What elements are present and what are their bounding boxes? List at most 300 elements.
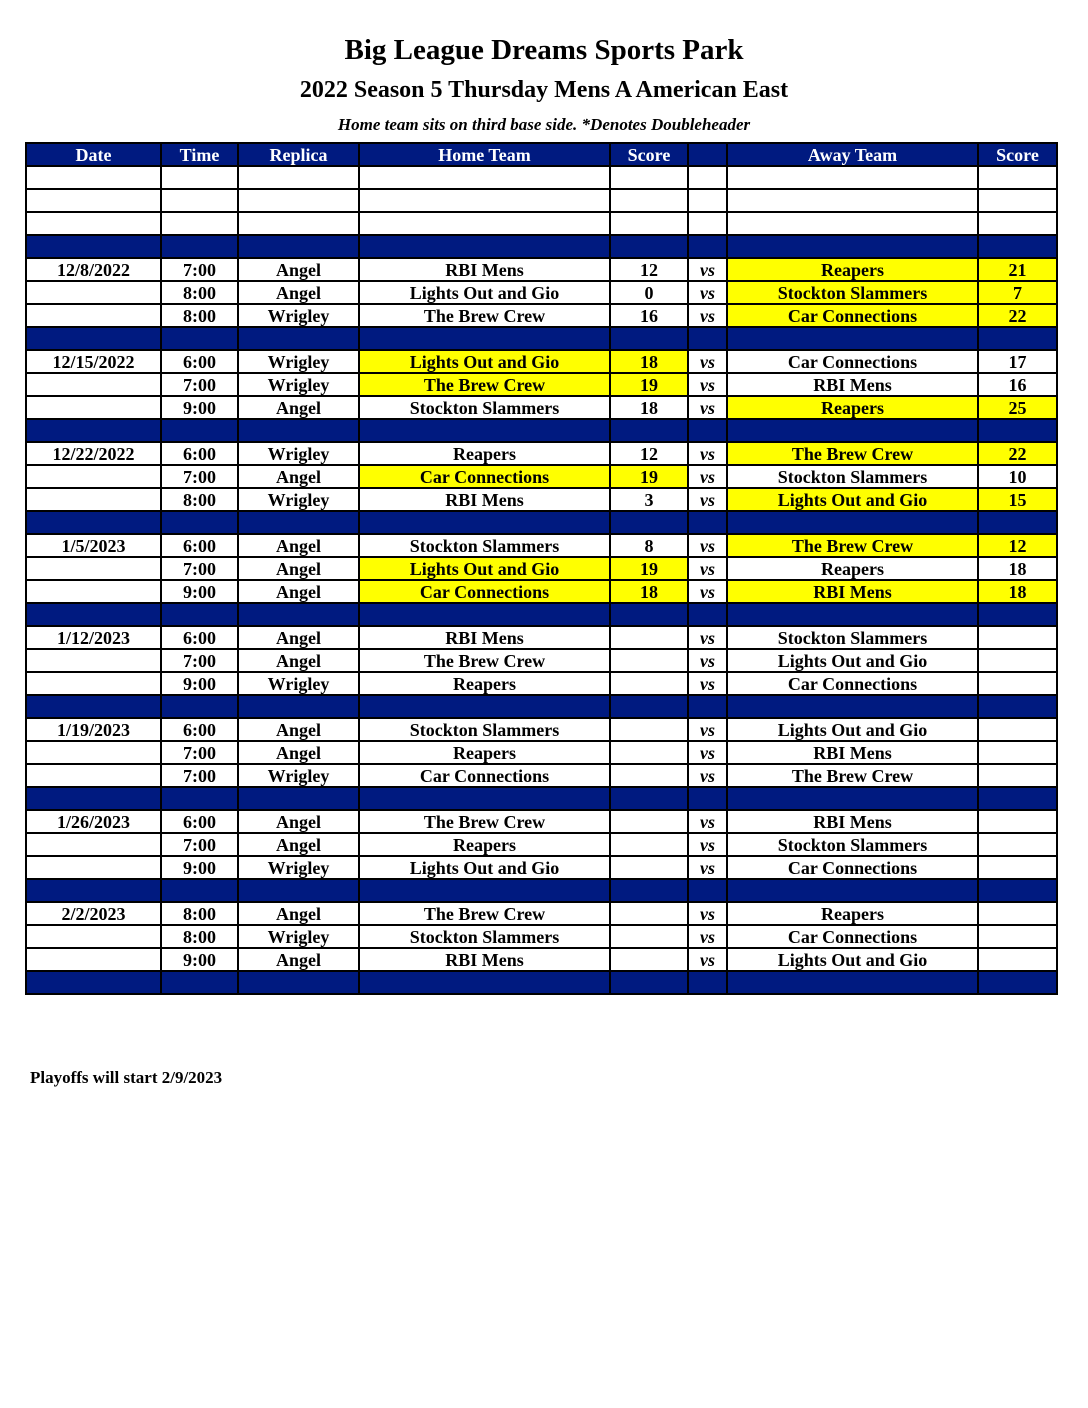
vs-cell: vs xyxy=(688,465,727,488)
game-field-cell: Wrigley xyxy=(238,856,359,879)
away-score-cell xyxy=(978,925,1057,948)
home-score-cell xyxy=(610,649,688,672)
separator-cell xyxy=(161,603,238,626)
game-field-cell: Wrigley xyxy=(238,488,359,511)
game-date-cell: 12/22/2022 xyxy=(26,442,161,465)
separator-cell xyxy=(978,879,1057,902)
game-row xyxy=(26,948,1057,971)
game-time-cell: 7:00 xyxy=(161,764,238,787)
home-team-cell: Reapers xyxy=(359,672,610,695)
week-separator-row xyxy=(26,971,1057,994)
separator-cell xyxy=(727,879,978,902)
separator-cell xyxy=(161,419,238,442)
vs-cell: vs xyxy=(688,833,727,856)
game-time-cell: 6:00 xyxy=(161,442,238,465)
separator-cell xyxy=(238,327,359,350)
home-team-cell: RBI Mens xyxy=(359,626,610,649)
away-team-cell: The Brew Crew xyxy=(727,442,978,465)
home-score-cell xyxy=(610,626,688,649)
game-row xyxy=(26,580,1057,603)
separator-cell xyxy=(727,971,978,994)
away-score-cell xyxy=(978,166,1057,189)
game-field-cell: Angel xyxy=(238,902,359,925)
separator-cell xyxy=(26,511,161,534)
game-time-cell: 6:00 xyxy=(161,534,238,557)
home-team-cell: RBI Mens xyxy=(359,948,610,971)
column-header-home-score: Score xyxy=(610,143,688,166)
game-time-cell: 6:00 xyxy=(161,810,238,833)
separator-cell xyxy=(727,235,978,258)
game-field-cell: Angel xyxy=(238,465,359,488)
separator-cell xyxy=(161,971,238,994)
home-score-cell: 18 xyxy=(610,350,688,373)
game-date-cell xyxy=(26,488,161,511)
vs-cell: vs xyxy=(688,281,727,304)
away-score-cell xyxy=(978,649,1057,672)
game-field-cell: Angel xyxy=(238,948,359,971)
away-score-cell xyxy=(978,718,1057,741)
separator-cell xyxy=(978,235,1057,258)
home-team-cell: Car Connections xyxy=(359,465,610,488)
separator-cell xyxy=(238,879,359,902)
game-date-cell xyxy=(26,672,161,695)
away-team-cell: Lights Out and Gio xyxy=(727,649,978,672)
separator-cell xyxy=(727,603,978,626)
away-team-cell: The Brew Crew xyxy=(727,764,978,787)
game-field-cell: Angel xyxy=(238,718,359,741)
home-team-cell xyxy=(359,189,610,212)
separator-cell xyxy=(610,695,688,718)
game-row xyxy=(26,925,1057,948)
home-score-cell xyxy=(610,925,688,948)
game-field-cell: Angel xyxy=(238,810,359,833)
game-date-cell: 1/26/2023 xyxy=(26,810,161,833)
home-score-cell xyxy=(610,672,688,695)
game-field-cell: Angel xyxy=(238,833,359,856)
game-row xyxy=(26,557,1057,580)
separator-cell xyxy=(359,971,610,994)
separator-cell xyxy=(727,327,978,350)
game-date-cell xyxy=(26,212,161,235)
game-row xyxy=(26,258,1057,281)
home-team-cell: Reapers xyxy=(359,833,610,856)
game-field-cell: Wrigley xyxy=(238,442,359,465)
separator-cell xyxy=(727,419,978,442)
home-score-cell xyxy=(610,833,688,856)
away-team-cell xyxy=(727,212,978,235)
home-team-cell: Stockton Slammers xyxy=(359,718,610,741)
game-row xyxy=(26,304,1057,327)
home-score-cell xyxy=(610,764,688,787)
game-row xyxy=(26,212,1057,235)
game-field-cell: Angel xyxy=(238,626,359,649)
away-team-cell: RBI Mens xyxy=(727,373,978,396)
home-team-cell: The Brew Crew xyxy=(359,304,610,327)
separator-cell xyxy=(688,787,727,810)
away-team-cell: Car Connections xyxy=(727,856,978,879)
week-separator-row xyxy=(26,603,1057,626)
separator-cell xyxy=(610,327,688,350)
separator-cell xyxy=(161,327,238,350)
separator-cell xyxy=(238,695,359,718)
home-team-cell: Stockton Slammers xyxy=(359,396,610,419)
home-team-cell: The Brew Crew xyxy=(359,810,610,833)
game-date-cell: 2/2/2023 xyxy=(26,902,161,925)
away-team-cell: Stockton Slammers xyxy=(727,626,978,649)
week-separator-row xyxy=(26,235,1057,258)
separator-cell xyxy=(978,327,1057,350)
separator-cell xyxy=(688,327,727,350)
column-header-away-team: Away Team xyxy=(727,143,978,166)
home-score-cell: 0 xyxy=(610,281,688,304)
separator-cell xyxy=(610,603,688,626)
game-time-cell: 7:00 xyxy=(161,741,238,764)
vs-cell: vs xyxy=(688,258,727,281)
game-field-cell: Angel xyxy=(238,557,359,580)
separator-cell xyxy=(26,235,161,258)
home-score-cell: 18 xyxy=(610,396,688,419)
game-field-cell xyxy=(238,212,359,235)
column-header-away-score: Score xyxy=(978,143,1057,166)
game-time-cell: 9:00 xyxy=(161,396,238,419)
away-team-cell: Reapers xyxy=(727,258,978,281)
page-title: Big League Dreams Sports Park xyxy=(344,34,744,66)
game-date-cell xyxy=(26,856,161,879)
week-separator-row xyxy=(26,695,1057,718)
separator-cell xyxy=(610,787,688,810)
separator-cell xyxy=(688,971,727,994)
vs-cell: vs xyxy=(688,810,727,833)
game-date-cell xyxy=(26,373,161,396)
separator-cell xyxy=(359,603,610,626)
column-header-time: Time xyxy=(161,143,238,166)
game-row xyxy=(26,718,1057,741)
game-field-cell: Wrigley xyxy=(238,764,359,787)
away-score-cell: 25 xyxy=(978,396,1057,419)
home-team-cell: Car Connections xyxy=(359,764,610,787)
vs-cell: vs xyxy=(688,925,727,948)
game-time-cell: 8:00 xyxy=(161,304,238,327)
column-header-date: Date xyxy=(26,143,161,166)
game-date-cell: 1/19/2023 xyxy=(26,718,161,741)
home-team-cell: Reapers xyxy=(359,741,610,764)
separator-cell xyxy=(359,511,610,534)
home-score-cell: 3 xyxy=(610,488,688,511)
vs-cell: vs xyxy=(688,718,727,741)
game-row xyxy=(26,373,1057,396)
away-score-cell xyxy=(978,833,1057,856)
home-score-cell xyxy=(610,856,688,879)
game-date-cell xyxy=(26,649,161,672)
game-time-cell: 9:00 xyxy=(161,672,238,695)
away-team-cell: Lights Out and Gio xyxy=(727,488,978,511)
away-team-cell: Car Connections xyxy=(727,925,978,948)
away-team-cell: Reapers xyxy=(727,396,978,419)
week-separator-row xyxy=(26,879,1057,902)
separator-cell xyxy=(238,787,359,810)
separator-cell xyxy=(26,879,161,902)
game-time-cell: 6:00 xyxy=(161,350,238,373)
game-field-cell: Angel xyxy=(238,649,359,672)
away-score-cell: 18 xyxy=(978,580,1057,603)
separator-cell xyxy=(610,971,688,994)
away-team-cell: Stockton Slammers xyxy=(727,833,978,856)
home-team-cell: Lights Out and Gio xyxy=(359,856,610,879)
game-row xyxy=(26,741,1057,764)
away-score-cell: 18 xyxy=(978,557,1057,580)
home-team-cell: The Brew Crew xyxy=(359,373,610,396)
vs-cell: vs xyxy=(688,396,727,419)
away-score-cell: 15 xyxy=(978,488,1057,511)
schedule-table xyxy=(25,142,1058,995)
game-time-cell: 7:00 xyxy=(161,833,238,856)
vs-cell: vs xyxy=(688,534,727,557)
game-time-cell: 9:00 xyxy=(161,580,238,603)
home-team-cell: Car Connections xyxy=(359,580,610,603)
home-score-cell: 12 xyxy=(610,442,688,465)
away-team-cell: The Brew Crew xyxy=(727,534,978,557)
away-score-cell xyxy=(978,741,1057,764)
separator-cell xyxy=(238,235,359,258)
game-row xyxy=(26,856,1057,879)
separator-cell xyxy=(727,511,978,534)
game-row xyxy=(26,488,1057,511)
game-row xyxy=(26,396,1057,419)
home-team-cell: Reapers xyxy=(359,442,610,465)
game-time-cell: 9:00 xyxy=(161,948,238,971)
separator-cell xyxy=(610,879,688,902)
game-field-cell: Angel xyxy=(238,534,359,557)
column-header-vs xyxy=(688,143,727,166)
home-score-cell xyxy=(610,166,688,189)
game-row xyxy=(26,442,1057,465)
vs-cell: vs xyxy=(688,764,727,787)
separator-cell xyxy=(359,695,610,718)
home-team-cell: RBI Mens xyxy=(359,258,610,281)
game-field-cell: Angel xyxy=(238,396,359,419)
game-date-cell xyxy=(26,189,161,212)
home-team-cell xyxy=(359,166,610,189)
game-date-cell xyxy=(26,557,161,580)
home-score-cell: 16 xyxy=(610,304,688,327)
game-row xyxy=(26,833,1057,856)
vs-cell: vs xyxy=(688,902,727,925)
home-team-cell xyxy=(359,212,610,235)
separator-cell xyxy=(359,419,610,442)
separator-cell xyxy=(26,603,161,626)
vs-cell: vs xyxy=(688,948,727,971)
separator-cell xyxy=(610,235,688,258)
game-row xyxy=(26,626,1057,649)
separator-cell xyxy=(26,695,161,718)
home-score-cell: 19 xyxy=(610,465,688,488)
separator-cell xyxy=(727,787,978,810)
separator-cell xyxy=(359,787,610,810)
game-field-cell: Wrigley xyxy=(238,672,359,695)
vs-cell: vs xyxy=(688,580,727,603)
game-field-cell: Angel xyxy=(238,258,359,281)
vs-cell: vs xyxy=(688,304,727,327)
away-team-cell: Lights Out and Gio xyxy=(727,948,978,971)
separator-cell xyxy=(688,695,727,718)
home-team-cell: The Brew Crew xyxy=(359,649,610,672)
vs-cell xyxy=(688,189,727,212)
home-score-cell: 19 xyxy=(610,557,688,580)
game-time-cell: 8:00 xyxy=(161,902,238,925)
game-time-cell: 7:00 xyxy=(161,373,238,396)
week-separator-row xyxy=(26,419,1057,442)
week-separator-row xyxy=(26,511,1057,534)
home-score-cell xyxy=(610,902,688,925)
home-team-cell: The Brew Crew xyxy=(359,902,610,925)
game-field-cell: Wrigley xyxy=(238,304,359,327)
game-time-cell xyxy=(161,212,238,235)
game-row xyxy=(26,902,1057,925)
vs-cell: vs xyxy=(688,557,727,580)
separator-cell xyxy=(688,879,727,902)
away-score-cell: 22 xyxy=(978,304,1057,327)
away-score-cell: 10 xyxy=(978,465,1057,488)
away-score-cell: 22 xyxy=(978,442,1057,465)
game-time-cell: 7:00 xyxy=(161,557,238,580)
home-score-cell xyxy=(610,212,688,235)
away-team-cell: RBI Mens xyxy=(727,741,978,764)
separator-cell xyxy=(238,603,359,626)
vs-cell xyxy=(688,212,727,235)
schedule-body xyxy=(26,166,1057,994)
away-score-cell xyxy=(978,810,1057,833)
game-date-cell: 1/5/2023 xyxy=(26,534,161,557)
game-date-cell xyxy=(26,281,161,304)
game-date-cell xyxy=(26,741,161,764)
home-score-cell: 8 xyxy=(610,534,688,557)
vs-cell: vs xyxy=(688,442,727,465)
separator-cell xyxy=(727,695,978,718)
away-score-cell xyxy=(978,672,1057,695)
game-row xyxy=(26,764,1057,787)
game-date-cell xyxy=(26,948,161,971)
game-date-cell xyxy=(26,304,161,327)
game-time-cell: 7:00 xyxy=(161,465,238,488)
game-field-cell: Angel xyxy=(238,741,359,764)
separator-cell xyxy=(238,419,359,442)
separator-cell xyxy=(688,511,727,534)
away-team-cell: Stockton Slammers xyxy=(727,281,978,304)
vs-cell: vs xyxy=(688,741,727,764)
game-time-cell: 7:00 xyxy=(161,649,238,672)
separator-cell xyxy=(161,235,238,258)
away-team-cell: Lights Out and Gio xyxy=(727,718,978,741)
separator-cell xyxy=(238,511,359,534)
home-score-cell xyxy=(610,948,688,971)
vs-cell: vs xyxy=(688,488,727,511)
game-date-cell xyxy=(26,465,161,488)
game-row xyxy=(26,649,1057,672)
vs-cell xyxy=(688,166,727,189)
game-date-cell xyxy=(26,833,161,856)
home-team-cell: RBI Mens xyxy=(359,488,610,511)
separator-cell xyxy=(978,419,1057,442)
game-row xyxy=(26,465,1057,488)
separator-cell xyxy=(688,235,727,258)
away-score-cell xyxy=(978,764,1057,787)
away-team-cell: Reapers xyxy=(727,557,978,580)
game-row xyxy=(26,534,1057,557)
separator-cell xyxy=(26,787,161,810)
separator-cell xyxy=(26,327,161,350)
game-time-cell: 8:00 xyxy=(161,281,238,304)
away-score-cell: 21 xyxy=(978,258,1057,281)
separator-cell xyxy=(978,787,1057,810)
home-score-cell: 19 xyxy=(610,373,688,396)
home-team-cell: Stockton Slammers xyxy=(359,534,610,557)
vs-cell: vs xyxy=(688,626,727,649)
game-row xyxy=(26,350,1057,373)
game-field-cell xyxy=(238,166,359,189)
separator-cell xyxy=(161,511,238,534)
away-score-cell xyxy=(978,189,1057,212)
game-field-cell: Wrigley xyxy=(238,925,359,948)
game-time-cell: 6:00 xyxy=(161,718,238,741)
away-score-cell xyxy=(978,948,1057,971)
game-date-cell: 1/12/2023 xyxy=(26,626,161,649)
column-header-home-team: Home Team xyxy=(359,143,610,166)
separator-cell xyxy=(978,511,1057,534)
game-field-cell xyxy=(238,189,359,212)
away-team-cell: Stockton Slammers xyxy=(727,465,978,488)
separator-cell xyxy=(161,695,238,718)
column-header-replica: Replica xyxy=(238,143,359,166)
away-score-cell: 16 xyxy=(978,373,1057,396)
game-time-cell: 6:00 xyxy=(161,626,238,649)
game-date-cell xyxy=(26,166,161,189)
home-score-cell: 18 xyxy=(610,580,688,603)
playoffs-note: Playoffs will start 2/9/2023 xyxy=(30,1068,223,1087)
away-team-cell: Car Connections xyxy=(727,304,978,327)
week-separator-row xyxy=(26,787,1057,810)
game-date-cell: 12/15/2022 xyxy=(26,350,161,373)
away-team-cell: Reapers xyxy=(727,902,978,925)
away-team-cell xyxy=(727,166,978,189)
home-team-cell: Stockton Slammers xyxy=(359,925,610,948)
game-date-cell: 12/8/2022 xyxy=(26,258,161,281)
home-score-cell: 12 xyxy=(610,258,688,281)
away-score-cell xyxy=(978,856,1057,879)
separator-cell xyxy=(359,879,610,902)
game-row xyxy=(26,672,1057,695)
away-score-cell xyxy=(978,902,1057,925)
home-score-cell xyxy=(610,189,688,212)
separator-cell xyxy=(978,603,1057,626)
away-team-cell xyxy=(727,189,978,212)
home-score-cell xyxy=(610,741,688,764)
vs-cell: vs xyxy=(688,350,727,373)
separator-cell xyxy=(161,787,238,810)
separator-cell xyxy=(688,603,727,626)
game-date-cell xyxy=(26,925,161,948)
vs-cell: vs xyxy=(688,856,727,879)
home-team-cell: Lights Out and Gio xyxy=(359,557,610,580)
away-team-cell: Car Connections xyxy=(727,672,978,695)
schedule-header xyxy=(26,143,1057,166)
vs-cell: vs xyxy=(688,373,727,396)
separator-cell xyxy=(978,971,1057,994)
away-team-cell: Car Connections xyxy=(727,350,978,373)
game-field-cell: Wrigley xyxy=(238,373,359,396)
game-field-cell: Angel xyxy=(238,580,359,603)
game-row xyxy=(26,810,1057,833)
separator-cell xyxy=(26,419,161,442)
